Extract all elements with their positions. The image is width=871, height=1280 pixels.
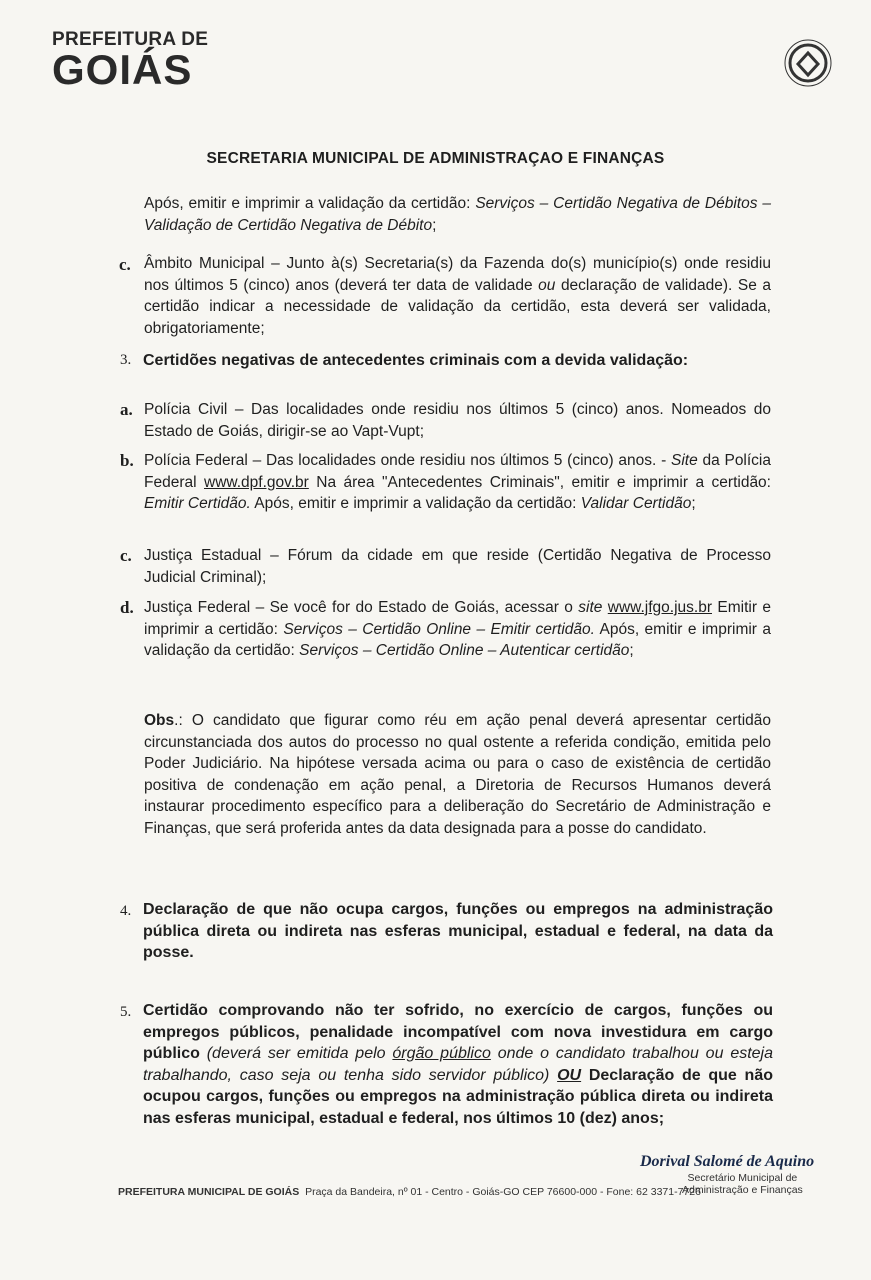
item-3d-i2: Serviços – Certidão Online – Emitir certidão. xyxy=(283,620,595,638)
item-3d-t3: Emitir e imprimir a certidão: xyxy=(144,599,771,638)
item-3d-i1: site xyxy=(578,599,603,616)
item-3c-marker: c. xyxy=(120,546,132,565)
section-4-text: Declaração de que não ocupa cargos, funções ou empregos na administração pública direta ou indireta nas esferas municipal, estadual e federal, na data da posse. xyxy=(143,901,773,961)
item-3d-t4: Após, emitir e imprimir a validação da certidão: xyxy=(144,620,771,659)
section-5-i1: (deverá ser emitida pelo xyxy=(199,1045,393,1062)
intro-paragraph xyxy=(144,193,771,236)
intro-end: ; xyxy=(432,216,437,234)
item-3b-i1: Site xyxy=(671,452,698,469)
heritage-emblem-icon xyxy=(783,38,833,88)
item-3b-i2: Emitir Certidão. xyxy=(144,495,251,512)
section-5-text xyxy=(143,1000,773,1129)
item-3d-t1: Justiça Federal – Se você for do Estado de Goiás, acessar o xyxy=(144,599,579,616)
item-3b xyxy=(144,450,771,515)
section-3-heading: Certidões negativas de antecedentes criminais com a devida validação: xyxy=(143,352,689,369)
signature-name: Dorival Salomé de Aquino xyxy=(640,1153,815,1170)
intro-text: Após, emitir e imprimir a validação da certidão: xyxy=(144,195,476,212)
section-5-iu: órgão público xyxy=(392,1045,491,1062)
section-5-ou: OU xyxy=(557,1066,582,1084)
item-c-marker: c. xyxy=(119,255,131,274)
page-title: SECRETARIA MUNICIPAL DE ADMINISTRAÇAO E FINANÇAS xyxy=(206,150,665,167)
item-3b-t3: Na área "Antecedentes Criminais", emitir e imprimir a certidão: xyxy=(308,473,771,491)
page-footer xyxy=(118,1186,701,1198)
item-3a: Polícia Civil – Das localidades onde residiu nos últimos 5 (cinco) anos. Nomeados do Estado de Goiás, dirigir-se ao Vapt-Vupt; xyxy=(144,401,771,440)
section-5-b2: Declaração de que não ocupou cargos, funções ou empregos na administração pública direta ou indireta nas esferas municipal, estadual e federal, nos últimos 10 (dez) anos; xyxy=(143,1066,773,1127)
intro-italic: Serviços – Certidão Negativa de Débitos – Validação de Certidão Negativa de Débito xyxy=(144,195,771,234)
item-c-text-1: Âmbito Municipal – Junto à(s) Secretaria(s) da Fazenda do(s) município(s) onde residiu nos últimos 5 (cinco) anos (deverá ter data de validade xyxy=(144,255,771,294)
logo-line-1: PREFEITURA DE xyxy=(52,29,209,50)
signature-title-1: Secretário Municipal de xyxy=(687,1172,798,1184)
item-3d-i3: Serviços – Certidão Online – Autenticar certidão xyxy=(299,642,630,659)
section-4-number: 4. xyxy=(120,903,132,919)
footer-org: PREFEITURA MUNICIPAL DE GOIÁS xyxy=(118,1186,300,1198)
signature-title-2: Administração e Finanças xyxy=(682,1184,803,1196)
item-3d xyxy=(144,597,771,662)
item-3b-t4: Após, emitir e imprimir a validação da certidão: xyxy=(250,495,581,512)
item-3b-t2: da Polícia Federal xyxy=(144,452,771,491)
item-c-italic: ou xyxy=(538,276,556,294)
obs-label: Obs xyxy=(144,712,175,729)
section-5-number: 5. xyxy=(120,1004,132,1020)
section-5-i2: onde o candidato trabalhou ou esteja trabalhando, caso seja ou tenha sido servidor público) xyxy=(143,1045,774,1084)
item-3a-marker: a. xyxy=(120,400,133,419)
item-3b-marker: b. xyxy=(120,451,134,470)
item-3b-t1: Polícia Federal – Das localidades onde residiu nos últimos 5 (cinco) anos. - xyxy=(144,452,672,469)
dpf-link[interactable]: www.dpf.gov.br xyxy=(204,473,309,491)
item-3d-marker: d. xyxy=(120,598,134,617)
item-c-text-2: declaração de validade). Se a certidão indicar a necessidade de validação da certidão, esta deverá ser validada, obrigatoriamente; xyxy=(144,276,772,337)
item-3b-t5: ; xyxy=(691,495,696,512)
section-3-number: 3. xyxy=(120,352,132,368)
footer-address: Praça da Bandeira, nº 01 - Centro - Goiás-GO CEP 76600-000 - Fone: 62 3371-7726 xyxy=(305,1186,701,1198)
obs-paragraph xyxy=(144,710,771,839)
logo-line-2: GOIÁS xyxy=(52,46,193,93)
item-3c: Justiça Estadual – Fórum da cidade em que reside (Certidão Negativa de Processo Judicial Criminal); xyxy=(144,547,771,586)
item-c-municipal xyxy=(144,253,771,339)
jfgo-link[interactable]: www.jfgo.jus.br xyxy=(607,599,712,616)
item-3b-i3: Validar Certidão xyxy=(580,495,692,512)
section-5-b1: Certidão comprovando não ter sofrido, no exercício de cargos, funções ou empregos públicos, penalidade incompatível com nova investidura em cargo público xyxy=(143,1002,773,1062)
obs-text: .: O candidato que figurar como réu em ação penal deverá apresentar certidão circunstanciada dos autos do processo no qual ostente a referida condição, emitida pelo Poder Judiciário. Na hipótese versada acima ou para o caso de existência de certidão positiva de condenação em ação penal, a Diretoria de Recursos Humanos deverá instaurar procedimento específico para a deliberação do Secretário de Administração e Finanças, que será proferida antes da data designada para a posse do candidato. xyxy=(144,712,771,837)
prefeitura-logo xyxy=(52,29,209,93)
item-3d-t5: ; xyxy=(629,642,634,659)
